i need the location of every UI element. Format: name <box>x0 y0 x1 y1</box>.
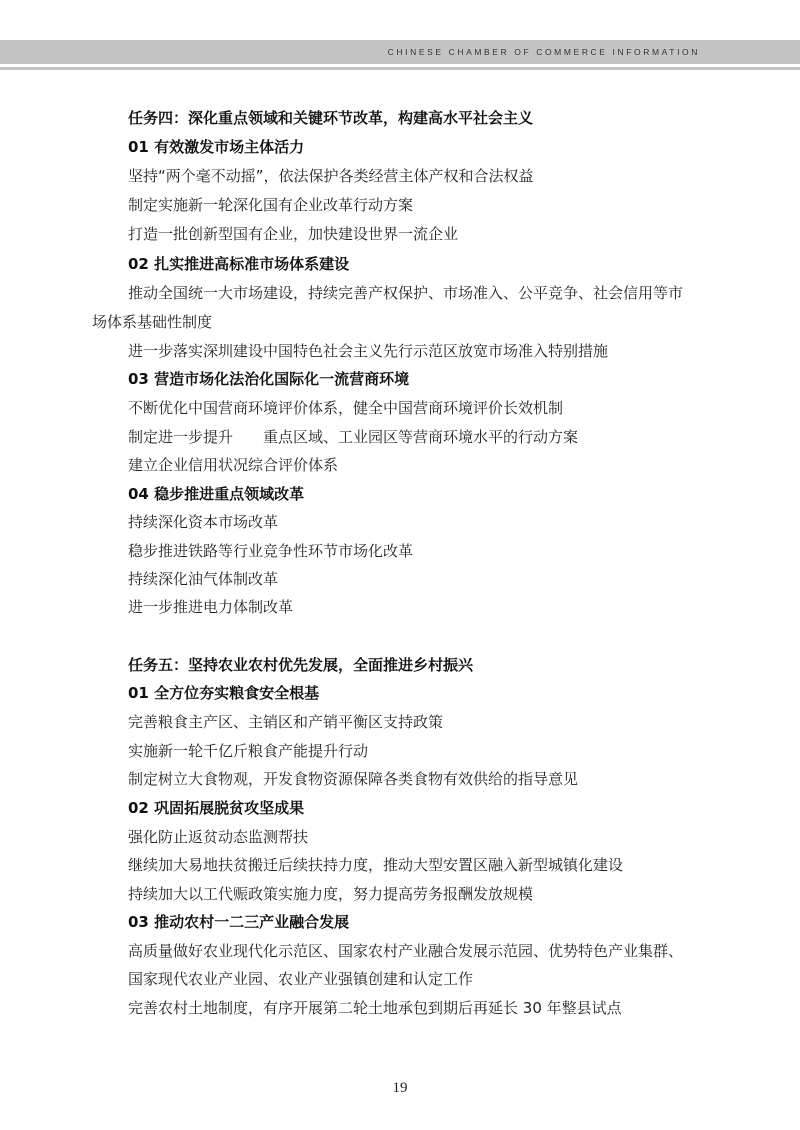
task5-s3-item-3: 完善农村土地制度，有序开展第二轮土地承包到期后再延长 30 年整县试点 <box>128 999 622 1017</box>
task5-heading: 任务五：坚持农业农村优先发展，全面推进乡村振兴 <box>128 656 474 674</box>
task4-s4-item-1: 持续深化资本市场改革 <box>128 513 279 531</box>
task4-s1-item-2: 制定实施新一轮深化国有企业改革行动方案 <box>128 196 414 214</box>
task5-s2-item-2: 继续加大易地扶贫搬迁后续扶持力度，推动大型安置区融入新型城镇化建设 <box>128 856 624 874</box>
task4-s3-item-3: 建立企业信用状况综合评价体系 <box>128 456 339 474</box>
header-rule <box>0 67 800 70</box>
task4-section-1-title: 01 有效激发市场主体活力 <box>128 138 305 156</box>
task5-s3-item-1: 高质量做好农业现代化示范区、国家农村产业融合发展示范园、优势特色产业集群、 <box>128 942 684 960</box>
task5-section-3-title: 03 推动农村一二三产业融合发展 <box>128 913 350 931</box>
task4-s1-item-1: 坚持“两个毫不动摇”，依法保护各类经营主体产权和合法权益 <box>128 167 534 185</box>
task4-section-4-title: 04 稳步推进重点领域改革 <box>128 485 305 503</box>
page-number: 19 <box>392 1080 408 1096</box>
task4-heading: 任务四：深化重点领域和关键环节改革，构建高水平社会主义 <box>128 109 534 127</box>
task4-s1-item-3: 打造一批创新型国有企业，加快建设世界一流企业 <box>128 225 459 243</box>
task5-s2-item-1: 强化防止返贫动态监测帮扶 <box>128 828 309 846</box>
task4-section-2-title: 02 扎实推进高标准市场体系建设 <box>128 255 350 273</box>
task5-s1-item-3: 制定树立大食物观，开发食物资源保障各类食物有效供给的指导意见 <box>128 770 579 788</box>
task5-s1-item-2: 实施新一轮千亿斤粮食产能提升行动 <box>128 742 369 760</box>
task4-s4-item-4: 进一步推进电力体制改革 <box>128 598 294 616</box>
task4-s2-item-1: 推动全国统一大市场建设，持续完善产权保护、市场准入、公平竞争、社会信用等市 <box>128 284 684 302</box>
task4-s2-item-1-continued: 场体系基础性制度 <box>92 313 213 331</box>
task5-s2-item-3: 持续加大以工代赈政策实施力度，努力提高劳务报酬发放规模 <box>128 885 534 903</box>
task5-section-2-title: 02 巩固拓展脱贫攻坚成果 <box>128 799 305 817</box>
task4-s3-item-1: 不断优化中国营商环境评价体系，健全中国营商环境评价长效机制 <box>128 399 564 417</box>
task4-section-3-title: 03 营造市场化法治化国际化一流营商环境 <box>128 370 410 388</box>
task4-s2-item-2: 进一步落实深圳建设中国特色社会主义先行示范区放宽市场准入特别措施 <box>128 342 609 360</box>
task4-s4-item-2: 稳步推进铁路等行业竞争性环节市场化改革 <box>128 542 414 560</box>
task5-s1-item-1: 完善粮食主产区、主销区和产销平衡区支持政策 <box>128 713 444 731</box>
publication-title: CHINESE CHAMBER OF COMMERCE INFORMATION <box>387 47 700 57</box>
task4-s3-item-2: 制定进一步提升 重点区域、工业园区等营商环境水平的行动方案 <box>128 428 579 446</box>
task4-s4-item-3: 持续深化油气体制改革 <box>128 570 279 588</box>
task5-section-1-title: 01 全方位夯实粮食安全根基 <box>128 684 320 702</box>
task5-s3-item-2: 国家现代农业产业园、农业产业强镇创建和认定工作 <box>128 970 474 988</box>
